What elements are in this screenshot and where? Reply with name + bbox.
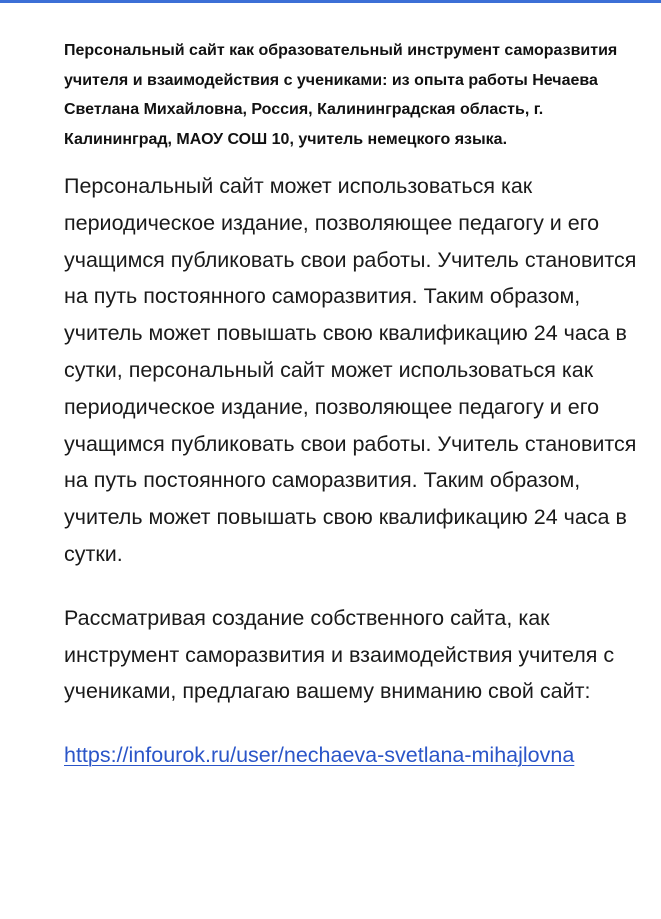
body-paragraph-2: Рассматривая создание собственного сайта, как инструмент саморазвития и взаимодействия учителя с учениками, предлагаю вашему вниманию свой сайт: — [64, 605, 615, 704]
body-paragraph-1: Персональный сайт может использоваться как периодическое издание, позволяющее педагогу и его учащимся публиковать свои работы. Учитель становится на путь постоянного саморазвития. Таким образом, учитель может повышать свою квалификацию 24 часа в сутки, персональный сайт может использоваться как периодическое издание, позволяющее педагогу и его учащимся публиковать свои работы. Учитель становится на путь постоянного саморазвития. Таким образом, учитель может повышать свою квалификацию 24 часа в сутки. — [64, 174, 637, 566]
document-title: Персональный сайт как образовательный инструмент саморазвития учителя и взаимодействия с учениками: из опыта работы Нечаева Светлана Михайловна, Россия, Калининградская область, г. Калининград, МАОУ СОШ 10, учитель немецкого языка. — [64, 42, 618, 148]
link-paragraph — [64, 737, 644, 774]
top-accent-rule — [0, 0, 661, 3]
document-page — [64, 36, 644, 795]
personal-site-link[interactable]: https://infourok.ru/user/nechaeva-svetlana-mihajlovna — [64, 743, 575, 768]
